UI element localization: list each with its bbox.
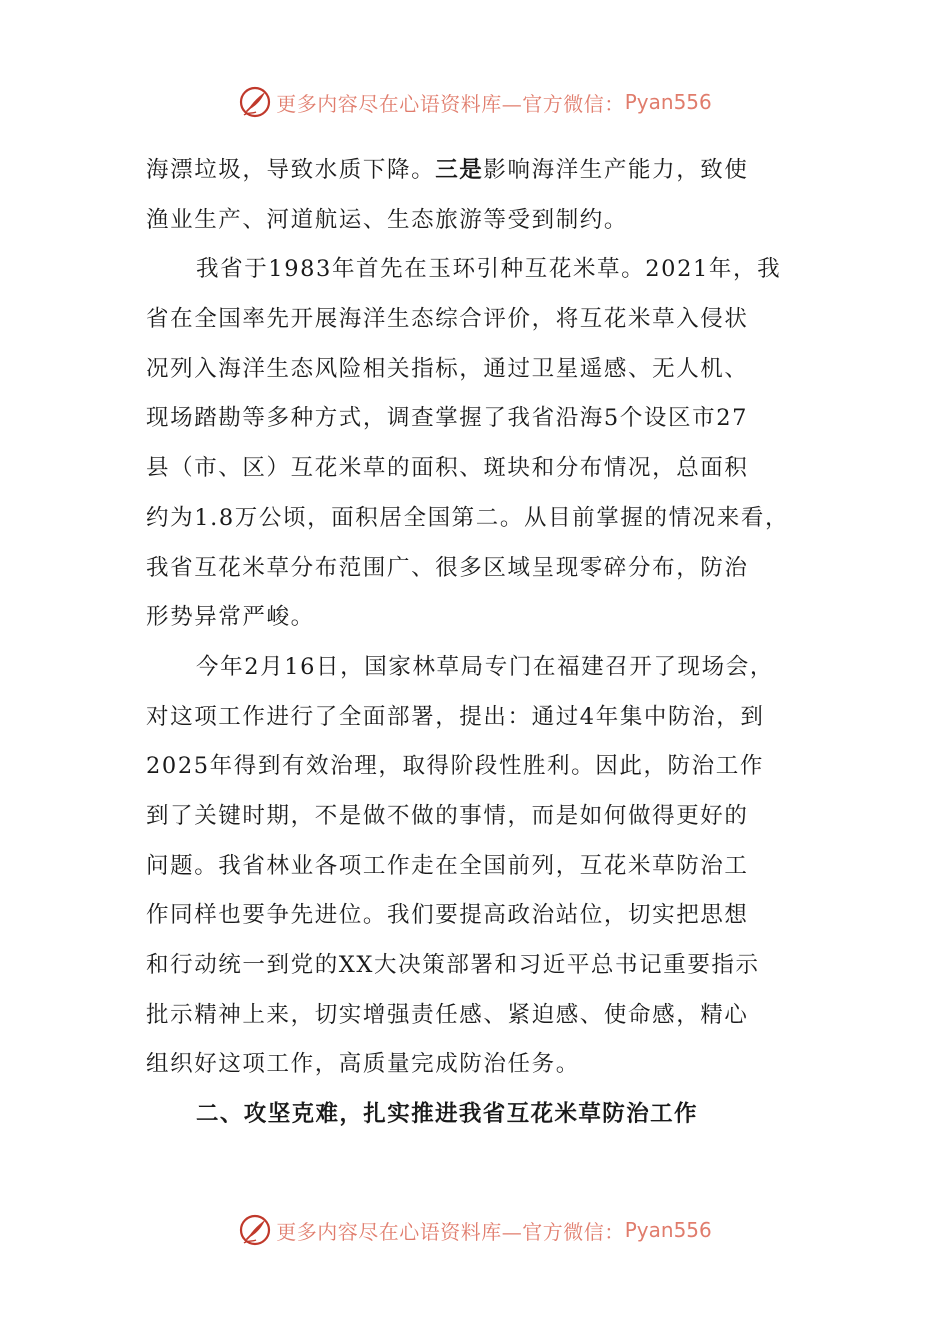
quill-logo-icon bbox=[238, 85, 272, 119]
watermark-text: 更多内容尽在心语资料库—官方微信： bbox=[276, 91, 625, 116]
paragraph-line: 形势异常严峻。 bbox=[146, 604, 315, 631]
paragraph-line: 问题。我省林业各项工作走在全国前列，互花米草防治工 bbox=[146, 852, 749, 879]
paragraph-line: 批示精神上来，切实增强责任感、紧迫感、使命感，精心 bbox=[146, 1001, 749, 1028]
watermark-text: 更多内容尽在心语资料库—官方微信： bbox=[276, 1219, 625, 1244]
document-body bbox=[146, 146, 826, 1140]
paragraph-line: 作同样也要争先进位。我们要提高政治站位，切实把思想 bbox=[146, 902, 749, 929]
section-heading: 二、攻坚克难，扎实推进我省互花米草防治工作 bbox=[196, 1101, 698, 1128]
paragraph-line: 今年2月16日，国家林草局专门在福建召开了现场会， bbox=[196, 653, 774, 680]
quill-logo-icon bbox=[238, 1213, 272, 1247]
paragraph-line: 2025年得到有效治理，取得阶段性胜利。因此，防治工作 bbox=[146, 753, 764, 780]
paragraph-line: 对这项工作进行了全面部署，提出：通过4年集中防治，到 bbox=[146, 703, 765, 730]
paragraph-line: 海漂垃圾，导致水质下降。三是影响海洋生产能力，致使 bbox=[146, 157, 749, 183]
emphasis-text: 三是 bbox=[435, 157, 484, 183]
paragraph-line: 渔业生产、河道航运、生态旅游等受到制约。 bbox=[146, 206, 629, 233]
paragraph-line: 我省于1983年首先在玉环引种互花米草。2021年，我 bbox=[196, 256, 782, 283]
watermark-banner-top bbox=[0, 82, 950, 122]
watermark-handle: Pyan556 bbox=[624, 90, 712, 114]
paragraph-line: 现场踏勘等多种方式，调查掌握了我省沿海5个设区市27 bbox=[146, 405, 749, 432]
paragraph-line: 我省互花米草分布范围广、很多区域呈现零碎分布，防治 bbox=[146, 554, 749, 581]
paragraph-line: 约为1.8万公顷，面积居全国第二。从目前掌握的情况来看， bbox=[146, 504, 790, 531]
paragraph-line: 县（市、区）互花米草的面积、斑块和分布情况，总面积 bbox=[146, 455, 749, 482]
paragraph-line: 到了关键时期，不是做不做的事情，而是如何做得更好的 bbox=[146, 802, 749, 829]
paragraph-line: 省在全国率先开展海洋生态综合评价，将互花米草入侵状 bbox=[146, 306, 749, 333]
watermark-handle: Pyan556 bbox=[624, 1218, 712, 1242]
watermark-banner-bottom bbox=[0, 1210, 950, 1250]
paragraph-line: 和行动统一到党的XX大决策部署和习近平总书记重要指示 bbox=[146, 952, 760, 978]
paragraph-line: 况列入海洋生态风险相关指标，通过卫星遥感、无人机、 bbox=[146, 355, 749, 382]
paragraph-line: 组织好这项工作，高质量完成防治任务。 bbox=[146, 1051, 580, 1078]
